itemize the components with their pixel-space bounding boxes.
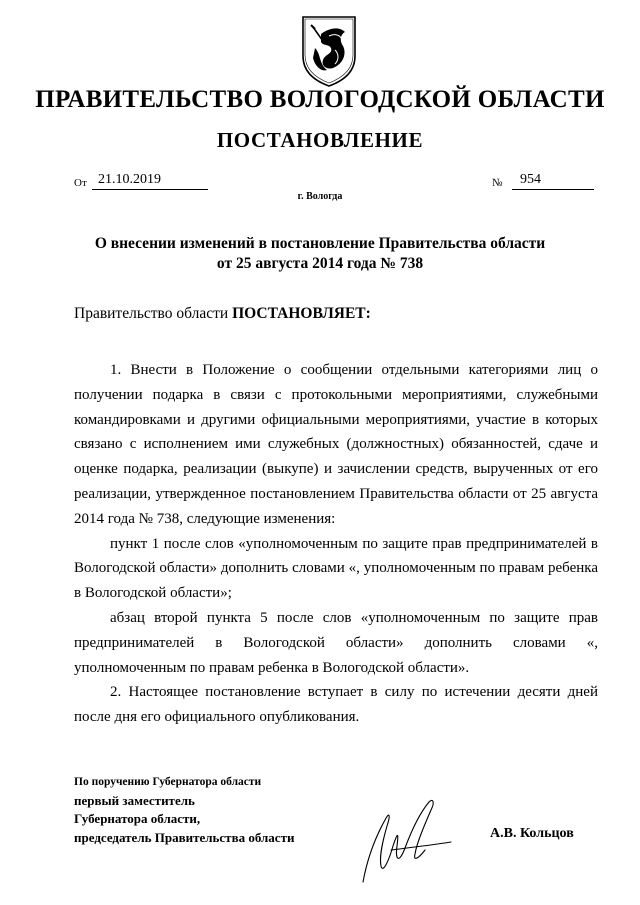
document-number: 954 (512, 172, 594, 190)
signer-title-3: председатель Правительства области (74, 829, 295, 845)
document-subject (0, 234, 640, 274)
preamble (74, 305, 371, 323)
paragraph-1: 1. Внести в Положение о сообщении отдельными категориями лиц о получении подарка в связи с протокольными мероприятиями, служебными командировками и другими официальными мероприятиями, участие в которых связано с исполнением ими служебных (должностных) обязанностей, сдаче и оценке подарка, реализации (выкупе) и зачислении средств, вырученных от его реализации, утвержденное постановлением Правительства области от 25 августа 2014 года № 738, следующие изменения: (74, 362, 598, 527)
paragraph-4: 2. Настоящее постановление вступает в силу по истечении десяти дней после дня его официального опубликования. (74, 684, 598, 726)
date-prefix: От (74, 177, 87, 189)
paragraph-2: пункт 1 после слов «уполномоченным по защите прав предпринимателей в Вологодской области» дополнить словами «, уполномоченным по правам ребенка в Вологодской области»; (74, 535, 598, 602)
handwritten-signature (355, 790, 460, 890)
number-prefix: № (492, 177, 503, 189)
signature-authority: По поручению Губернатора области (74, 776, 262, 788)
signer-title-2: Губернатора области, (74, 811, 201, 826)
city: г. Вологда (297, 191, 343, 202)
subject-line-2: от 25 августа 2014 года № 738 (216, 255, 424, 272)
document-body (74, 358, 598, 730)
preamble-text: Правительство области (74, 305, 233, 322)
coat-of-arms-icon (299, 14, 359, 88)
paragraph-3: абзац второй пункта 5 после слов «уполномоченным по защите прав предпринимателей в Вологодской области» дополнить словами «, уполномоченным по правам ребенка в Вологодской области». (74, 609, 598, 676)
signature-block (74, 773, 354, 847)
signer-title-1: первый заместитель (74, 792, 195, 808)
document-type: ПОСТАНОВЛЕНИЕ (216, 128, 424, 152)
preamble-emphasis: ПОСТАНОВЛЯЕТ: (232, 305, 371, 322)
subject-line-1: О внесении изменений в постановление Правительства области (94, 235, 546, 252)
document-date: 21.10.2019 (92, 172, 208, 190)
signer-name: А.В. Кольцов (490, 826, 574, 841)
organization-title: ПРАВИТЕЛЬСТВО ВОЛОГОДСКОЙ ОБЛАСТИ (35, 86, 605, 113)
